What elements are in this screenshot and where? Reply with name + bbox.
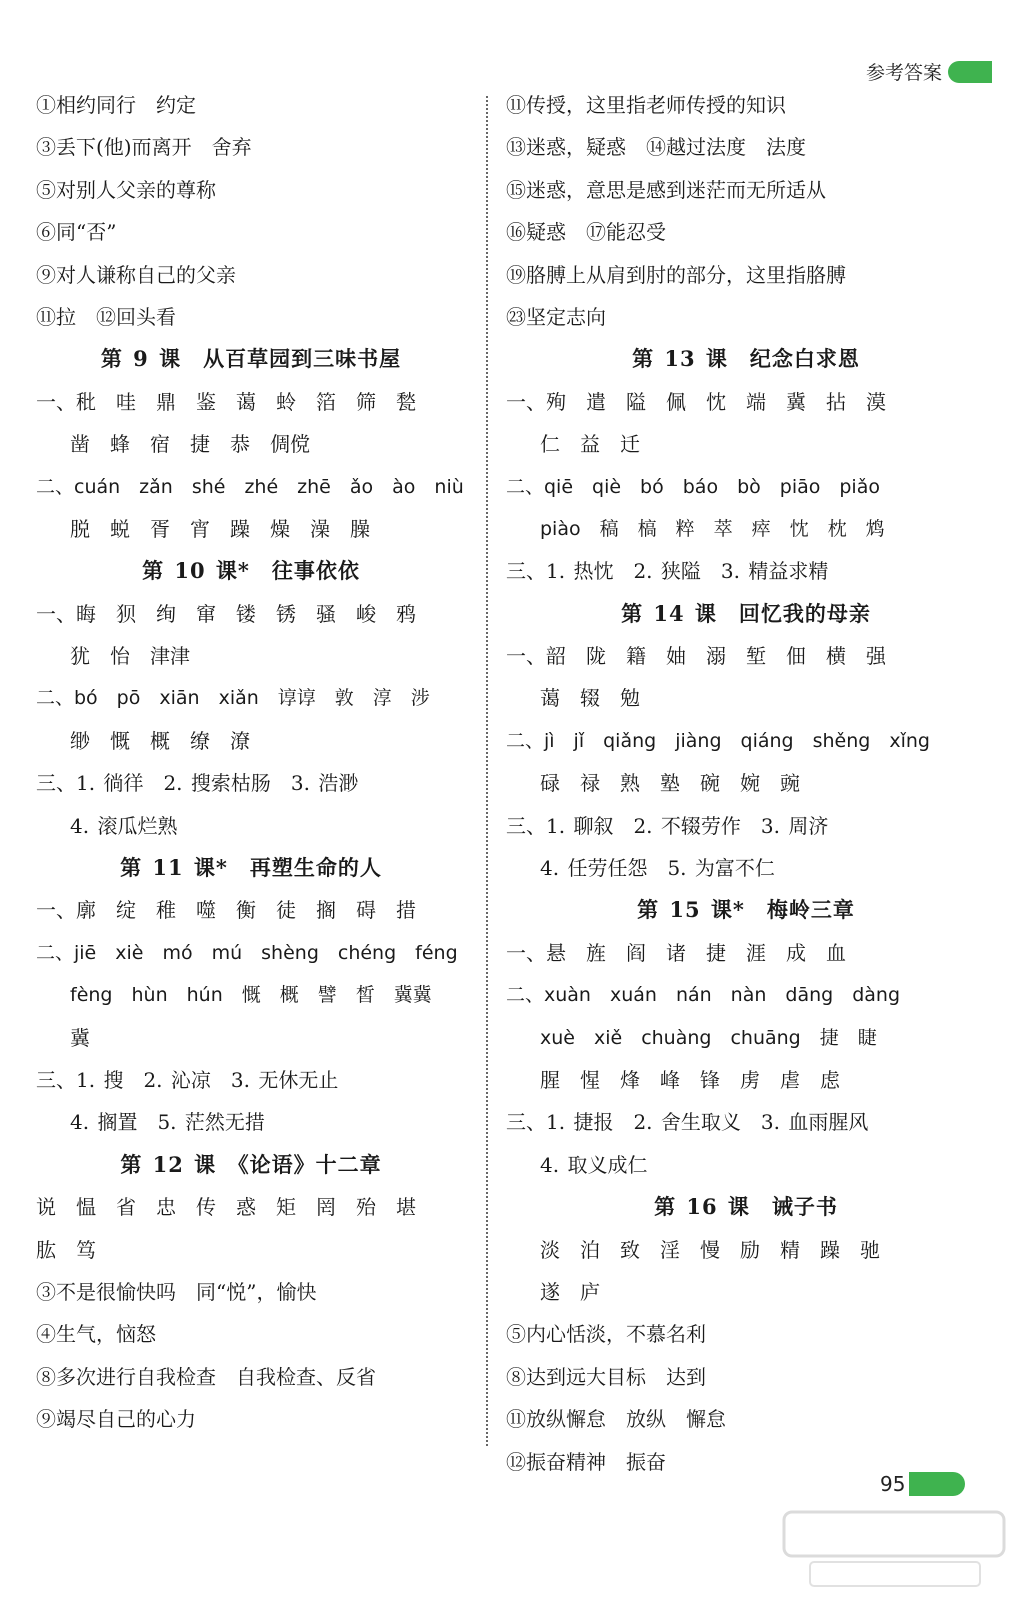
left-column: [36, 84, 466, 1441]
right-line: 遂 庐: [540, 1279, 600, 1304]
right-line: 二、jì jǐ qiǎng jiàng qiáng shěng xǐng: [506, 729, 930, 752]
column-divider: [486, 96, 488, 1446]
header-label: 参考答案: [865, 62, 942, 84]
left-line: 4. 滚瓜烂熟: [70, 813, 178, 838]
left-line: ③不是很愉快吗 同“悦”，愉快: [36, 1279, 317, 1304]
right-line: 三、1. 捷报 2. 舍生取义 3. 血雨腥风: [506, 1110, 869, 1135]
left-line: ④生气，恼怒: [36, 1322, 156, 1347]
right-line: ⑬迷惑，疑惑 ⑭越过法度 法度: [506, 135, 806, 160]
left-line: ⑤对别人父亲的尊称: [36, 177, 216, 202]
left-line: 凿 蜂 宿 捷 恭 倜傥: [70, 432, 310, 457]
right-line: ⑫振奋精神 振奋: [506, 1449, 666, 1474]
left-line: 一、晦 狈 绚 窜 镂 锈 骚 峻 鸦: [36, 601, 416, 626]
left-line: 三、1. 搜 2. 沁凉 3. 无休无止: [36, 1067, 339, 1092]
page-header: [866, 58, 992, 85]
left-line: 4. 搁置 5. 茫然无措: [70, 1110, 265, 1135]
right-line: 三、1. 聊叙 2. 不辍劳作 3. 周济: [506, 813, 829, 838]
left-line: 说 愠 省 忠 传 惑 矩 罔 殆 堪: [36, 1195, 416, 1220]
left-line: 一、廓 绽 稚 噬 衡 徒 搁 碍 措: [36, 898, 416, 923]
right-line: 4. 任劳任怨 5. 为富不仁: [540, 856, 775, 881]
left-line: ③丢下(他)而离开 舍弃: [36, 135, 252, 160]
left-line: 冀: [70, 1025, 90, 1050]
right-line: ⑤内心恬淡，不慕名利: [506, 1322, 706, 1347]
left-lesson-heading: 第 12 课 《论语》十二章: [120, 1151, 382, 1177]
right-lesson-heading: 第 16 课 诫子书: [654, 1194, 838, 1220]
right-line: 淡 泊 致 淫 慢 励 精 躁 驰: [540, 1237, 880, 1262]
right-line: 仁 益 迁: [540, 432, 640, 457]
left-lesson-heading: 第 9 课 从百草园到三味书屋: [100, 346, 402, 372]
left-lesson-heading: 第 10 课* 往事依依: [142, 558, 360, 584]
right-lesson-heading: 第 13 课 纪念白求恩: [632, 346, 860, 372]
left-line: ⑪拉 ⑫回头看: [36, 304, 176, 329]
right-line: 一、殉 遣 隘 佩 忱 端 冀 拈 漠: [506, 389, 886, 414]
right-line: ⑯疑惑 ⑰能忍受: [506, 220, 666, 245]
page-number: 95: [880, 1472, 906, 1496]
left-line: 犹 怡 津津: [70, 644, 190, 669]
watermark-logo-icon: [780, 1504, 1010, 1594]
left-line: 二、cuán zǎn shé zhé zhē ǎo ào niù: [36, 475, 464, 498]
right-line: ⑮迷惑，意思是感到迷茫而无所适从: [506, 177, 826, 202]
left-line: ⑨对人谦称自己的父亲: [36, 262, 236, 287]
header-tab-marker: [948, 61, 992, 83]
left-line: 一、秕 哇 鼎 鉴 蔼 蛉 箔 筛 甃: [36, 389, 416, 414]
right-line: xuè xiě chuàng chuāng 捷 睫: [540, 1026, 877, 1049]
right-line: ⑪传授，这里指老师传授的知识: [506, 93, 786, 117]
left-line: fèng hùn hún 慨 概 譬 皙 冀冀: [70, 984, 432, 1007]
left-line: 脱 蜕 胥 宵 躁 燥 澡 臊: [70, 516, 370, 541]
left-line: ⑨竭尽自己的心力: [36, 1407, 196, 1432]
right-line: 碌 禄 熟 塾 碗 婉 豌: [540, 771, 800, 796]
right-line: ⑧达到远大目标 达到: [506, 1364, 706, 1389]
right-line: ㉓坚定志向: [506, 304, 606, 329]
left-line: 三、1. 徜徉 2. 搜索枯肠 3. 浩渺: [36, 771, 359, 796]
right-line: 4. 取义成仁: [540, 1152, 648, 1177]
left-line: ①相约同行 约定: [36, 93, 196, 117]
left-line: 二、jiē xiè mó mú shèng chéng féng: [36, 941, 458, 964]
left-line: ⑥同“否”: [36, 220, 117, 245]
left-lesson-heading: 第 11 课* 再塑生命的人: [120, 855, 382, 881]
right-line: 蔼 辍 勉: [540, 686, 640, 711]
left-line: 肱 笃: [36, 1237, 96, 1262]
right-line: 一、韶 陇 籍 妯 溺 堑 佃 横 强: [506, 644, 886, 669]
right-line: piào 稿 槁 粹 萃 瘁 忱 枕 鸩: [540, 517, 885, 540]
right-line: 二、qiē qiè bó báo bò piāo piǎo: [506, 475, 880, 498]
page-footer: [880, 1472, 965, 1496]
right-line: 二、xuàn xuán nán nàn dāng dàng: [506, 984, 901, 1007]
right-lesson-heading: 第 14 课 回忆我的母亲: [621, 600, 871, 626]
left-line: ⑧多次进行自我检查 自我检查、反省: [36, 1364, 376, 1389]
footer-tab-marker: [909, 1472, 965, 1496]
right-line: ⑲胳膊上从肩到肘的部分，这里指胳膊: [506, 262, 846, 287]
right-line: 一、悬 旌 阎 诸 捷 涯 成 血: [506, 940, 846, 965]
right-column: [506, 84, 986, 1483]
right-line: 腥 惺 烽 峰 锋 虏 虐 虑: [540, 1067, 840, 1092]
left-line: 二、bó pō xiān xiǎn 谆谆 敦 淳 涉: [36, 687, 430, 710]
right-line: ⑪放纵懈怠 放纵 懈怠: [506, 1407, 726, 1432]
right-lesson-heading: 第 15 课* 梅岭三章: [637, 897, 855, 923]
right-line: 三、1. 热忱 2. 狭隘 3. 精益求精: [506, 559, 829, 584]
left-line: 缈 慨 概 缭 潦: [70, 728, 250, 753]
